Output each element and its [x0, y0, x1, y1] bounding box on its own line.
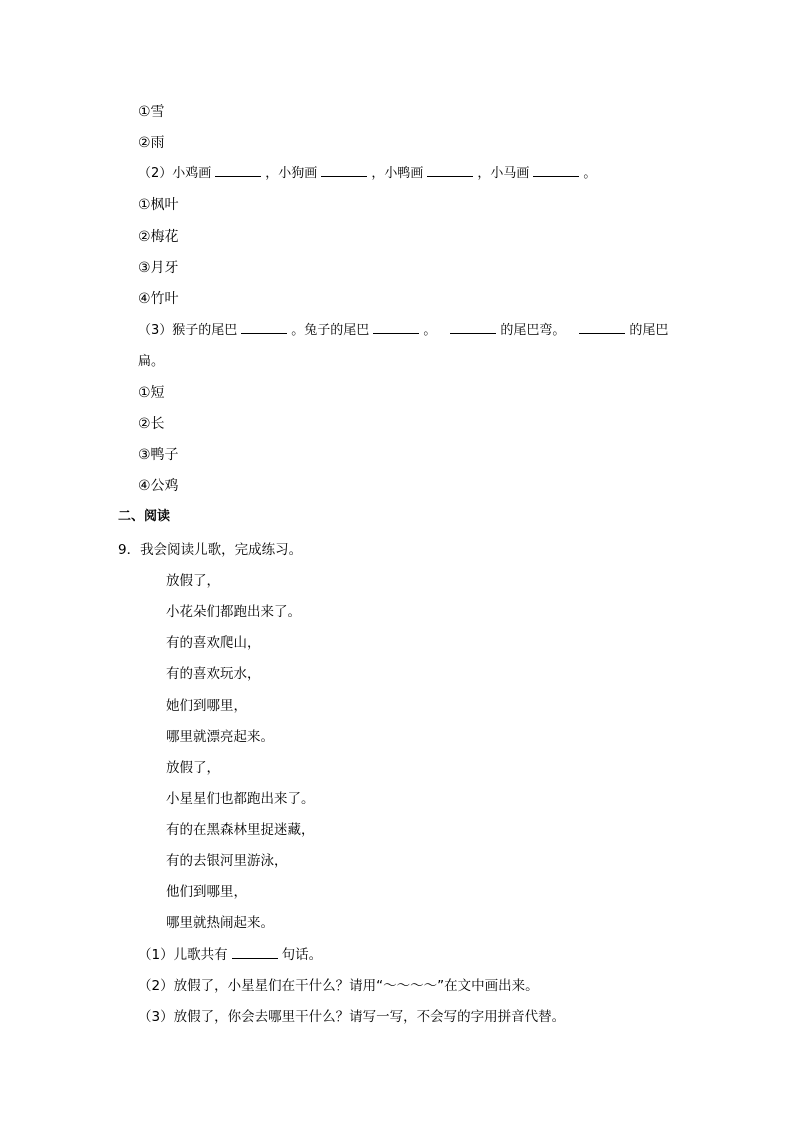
answer-blank[interactable]: [427, 164, 473, 177]
answer-blank[interactable]: [579, 321, 625, 334]
poem-line: 有的喜欢爬山，: [166, 635, 261, 651]
option-maple-leaf: ①枫叶: [138, 197, 179, 213]
option-short: ①短: [138, 385, 165, 401]
question-text: 的尾巴弯。: [500, 323, 566, 338]
answer-blank[interactable]: [241, 321, 287, 334]
question-text: 。兔子的尾巴: [291, 323, 370, 338]
question-3-continuation: 扁。: [138, 354, 165, 369]
question-3-line: [138, 321, 668, 341]
question-9-prompt: 9．我会阅读儿歌，完成练习。: [118, 542, 303, 558]
question-number: （2）: [138, 166, 173, 181]
option-rain: ②雨: [138, 135, 165, 151]
poem-line: 哪里就热闹起来。: [166, 915, 274, 931]
question-text: 的尾巴: [629, 323, 669, 338]
poem-line: 有的在黑森林里捉迷藏，: [166, 822, 315, 838]
section-title: 二、阅读: [118, 509, 171, 524]
answer-blank[interactable]: [215, 164, 261, 177]
question-text: （1）儿歌共有: [138, 947, 228, 963]
option-snow: ①雪: [138, 104, 165, 120]
poem-line: 她们到哪里，: [166, 698, 247, 714]
option-bamboo-leaf: ④竹叶: [138, 291, 179, 307]
answer-blank[interactable]: [533, 164, 579, 177]
poem-line: 小星星们也都跑出来了。: [166, 791, 315, 807]
question-text: 猴子的尾巴: [172, 323, 238, 338]
poem-line: 小花朵们都跑出来了。: [166, 604, 301, 620]
question-text: ，小马画: [477, 166, 530, 181]
sub-question-2: （2）放假了，小星星们在干什么？请用“～～～～”在文中画出来。: [138, 978, 539, 994]
poem-line: 放假了，: [166, 573, 220, 589]
question-text: 。: [423, 323, 437, 338]
answer-blank[interactable]: [450, 321, 496, 334]
poem-line: 有的去银河里游泳，: [166, 853, 288, 869]
sub-question-1: [138, 945, 322, 965]
answer-blank[interactable]: [373, 321, 419, 334]
sub-question-3: （3）放假了，你会去哪里干什么？请写一写，不会写的字用拼音代替。: [138, 1009, 566, 1025]
question-text: ，小狗画: [265, 166, 318, 181]
question-text: 小鸡画: [172, 166, 212, 181]
answer-blank[interactable]: [321, 164, 367, 177]
option-rooster: ④公鸡: [138, 478, 179, 494]
question-text: ，小鸭画: [371, 166, 424, 181]
question-number: （3）: [138, 323, 173, 338]
option-crescent-moon: ③月牙: [138, 260, 179, 276]
question-2-line: [138, 164, 596, 184]
option-plum-blossom: ②梅花: [138, 229, 179, 245]
answer-blank[interactable]: [232, 946, 278, 959]
poem-line: 他们到哪里，: [166, 884, 247, 900]
poem-line: 哪里就漂亮起来。: [166, 729, 274, 745]
poem-line: 放假了，: [166, 760, 220, 776]
option-long: ②长: [138, 416, 165, 432]
question-text: 。: [583, 166, 597, 181]
option-duck: ③鸭子: [138, 447, 179, 463]
poem-line: 有的喜欢玩水，: [166, 666, 261, 682]
question-text: 句话。: [281, 947, 323, 963]
